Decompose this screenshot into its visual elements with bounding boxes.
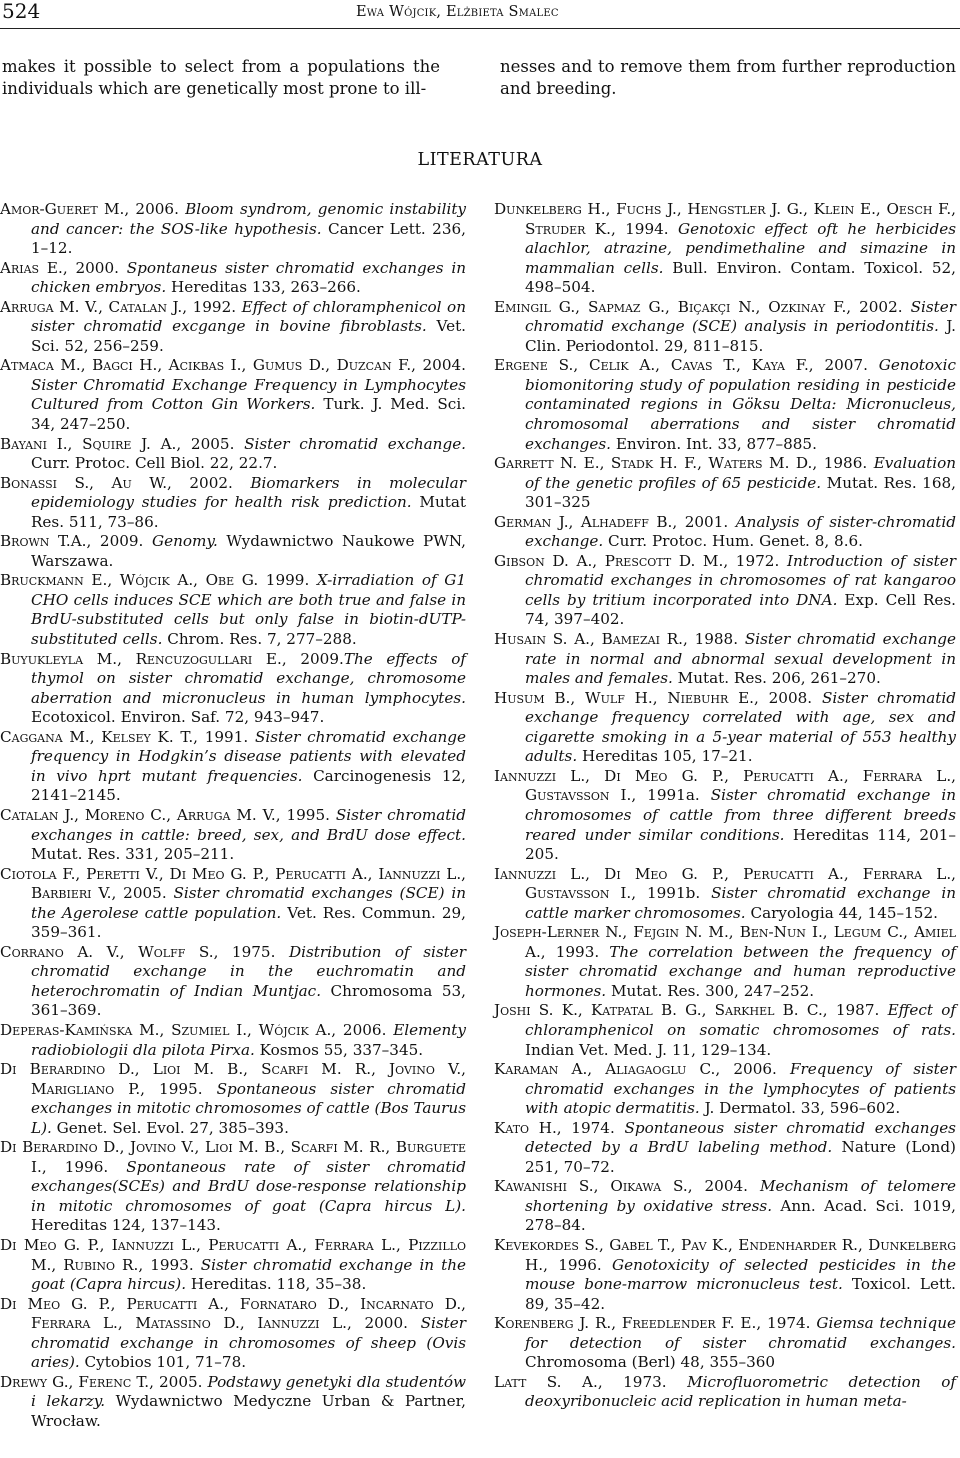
reference-authors: Amor-Gueret M. <box>0 200 125 218</box>
reference-entry <box>494 1373 956 1412</box>
reference-entry <box>0 1295 466 1373</box>
reference-year: , 2006. <box>331 1020 394 1039</box>
reference-entry <box>494 689 956 767</box>
reference-authors: Kevekordes S., Gabel T., Pav K., Endenharder R., Dunkelberg H. <box>494 1235 956 1274</box>
reference-year: 1999. <box>258 571 317 590</box>
reference-authors: Karaman A., Aliagaoglu C. <box>494 1060 716 1079</box>
reference-entry <box>0 650 466 728</box>
reference-source: Hereditas 114, 201–205. <box>525 825 956 864</box>
reference-entry <box>0 806 466 865</box>
reference-year: , 2001. <box>672 512 736 531</box>
reference-source: Curr. Protoc. Hum. Genet. 8, 8.6. <box>603 532 864 551</box>
reference-authors: Brown T.A. <box>0 532 87 551</box>
reference-title: Sister chromatid exchange in chromosomes of sheep (Ovis aries). <box>31 1314 466 1372</box>
reference-authors: Iannuzzi L., Di Meo G. P., Perucatti A., Ferrara L., Gustavsson I. <box>494 864 956 903</box>
reference-source: Curr. Protoc. Cell Biol. 22, 22.7. <box>31 454 278 473</box>
reference-entry <box>494 1060 956 1119</box>
reference-year: , 1991. <box>193 727 255 746</box>
reference-year: , 1995. <box>275 805 336 824</box>
reference-year: , 2005. <box>111 884 174 903</box>
reference-year: , 2002. <box>846 297 911 316</box>
reference-source: J. Clin. Periodontol. 29, 811–815. <box>525 317 956 355</box>
reference-entry <box>0 865 466 943</box>
reference-entry <box>0 728 466 806</box>
reference-title: Sister Chromatid Exchange Frequency in Lymphocytes Cultured from Cotton Gin Workers. <box>31 375 466 414</box>
reference-year: , 1975. <box>213 942 289 961</box>
reference-authors: Di Meo G. P., Perucatti A., Fornataro D., Incarnato D., Ferrara L., Matassino D., Iannuzzi L. <box>0 1294 466 1333</box>
reference-authors: Deperas-Kamińska M., Szumiel I., Wójcik A. <box>0 1020 332 1039</box>
reference-source: Kosmos 55, 337–345. <box>254 1040 424 1059</box>
reference-entry <box>0 474 466 533</box>
reference-authors: Buyukleyla M., Rencuzogullari E. <box>0 649 282 668</box>
reference-authors: Caggana M., Kelsey K. T. <box>0 727 194 746</box>
reference-title: Genotoxic effect oft he herbicides alachlor, atrazine, pendimethaline and simazine in mammalian cells. <box>525 219 956 277</box>
reference-year: , 2005. <box>149 1372 208 1391</box>
reference-entry <box>494 1314 956 1373</box>
reference-source: Wydawnictwo Naukowe PWN, Warszawa. <box>31 532 466 570</box>
reference-year: , 1996. <box>41 1157 127 1176</box>
reference-source: Genet. Sel. Evol. 27, 385–393. <box>51 1118 289 1137</box>
reference-authors: Di Berardino D., Jovino V., Lioi M. B., Scarfi M. R., Burguete I. <box>0 1138 466 1176</box>
reference-source: Hereditas 133, 263–266. <box>166 278 361 297</box>
reference-authors: Kato H. <box>494 1118 557 1137</box>
reference-entry <box>494 356 956 454</box>
reference-source: Turk. J. Med. Sci. 34, 247–250. <box>31 395 467 434</box>
reference-year: , 1993. <box>540 942 610 961</box>
reference-entry <box>494 513 956 552</box>
reference-title: Analysis of sister-chromatid exchange. <box>525 512 956 551</box>
reference-title: Effect of chloramphenicol on sister chromatid excgange in bovine fibroblasts. <box>31 297 466 336</box>
reference-year: , 1988. <box>682 630 745 649</box>
reference-authors: Bayani I., Squire J. A. <box>0 434 177 453</box>
reference-authors: Bruckmann E., Wójcik A., Obe G. <box>0 571 259 590</box>
reference-source: Chromosoma 53, 361–369. <box>31 981 466 1020</box>
reference-entry <box>494 1177 956 1236</box>
reference-source: Cytobios 101, 71–78. <box>79 1353 247 1372</box>
reference-title: Distribution of sister chromatid exchange in the euchromatin and heterochromatin of Indian Muntjac. <box>31 942 466 1000</box>
reference-authors: Di Berardino D., Lioi M. B., Scarfi M. R., Jovino V., Marigliano P. <box>0 1060 466 1098</box>
reference-title: Sister chromatid exchange in chromosomes of cattle from three different breeds reared under similar conditions. <box>525 786 956 844</box>
page-number: 524 <box>2 0 41 23</box>
section-title: LITERATURA <box>417 150 543 170</box>
reference-authors: Korenberg J. R., Freedlender F. E. <box>494 1314 757 1333</box>
reference-source: Ann. Acad. Sci. 1019, 278–84. <box>525 1196 956 1235</box>
reference-entry <box>494 767 956 865</box>
reference-title: Podstawy genetyki dla studentów i lekarzy. <box>31 1372 466 1411</box>
reference-source: Bull. Environ. Contam. Toxicol. 52, 498–504. <box>525 258 956 297</box>
reference-year: , 2006. <box>124 200 186 218</box>
reference-title: Sister chromatid exchange in the goat (Capra hircus). <box>31 1255 466 1294</box>
reference-entry <box>0 1021 466 1060</box>
reference-year: , 2000. <box>62 258 127 277</box>
reference-source: Ecotoxicol. Environ. Saf. 72, 943–947. <box>31 708 325 727</box>
reference-year: , 1991a. <box>631 786 711 805</box>
reference-entry <box>494 630 956 689</box>
reference-entry <box>0 571 466 649</box>
reference-source: J. Dermatol. 33, 596–602. <box>699 1099 901 1118</box>
reference-title: Bloom syndrom, genomic instability and cancer: the SOS-like hypothesis. <box>31 200 466 238</box>
reference-title: Frequency of sister chromatid exchanges in the lymphocytes of patients with atopic dermatitis. <box>525 1060 956 1118</box>
reference-title: Effect of chloramphenicol on somatic chromosomes of rats. <box>525 1001 957 1039</box>
reference-source: Environ. Int. 33, 877–885. <box>611 434 817 453</box>
reference-title: Sister chromatid exchange in cattle marker chromosomes. <box>525 884 956 922</box>
reference-title: Biomarkers in molecular epidemiology studies for health risk prediction. <box>31 473 466 512</box>
reference-authors: Arruga M. V., Catalan J. <box>0 297 183 316</box>
reference-authors: Joseph-Lerner N., Fejgin N. M., Ben-Nun I., Legum C., Amiel A. <box>494 923 956 961</box>
reference-year: , 2005. <box>176 434 245 453</box>
reference-authors: Arias E. <box>0 258 63 277</box>
reference-year: , 1972. <box>723 551 787 570</box>
reference-title: Spontaneous sister chromatid exchanges in mitotic chromosomes of cattle (Bos Taurus L). <box>31 1079 466 1137</box>
reference-entry <box>494 1001 956 1060</box>
reference-title: The effects of thymol on sister chromatid exchange, chromosome aberration and micronucleus in human lymphocytes. <box>31 649 466 707</box>
reference-year: , 1987. <box>822 1001 888 1020</box>
reference-authors: Kawanishi S., Oikawa S. <box>494 1177 688 1196</box>
reference-title: Sister chromatid exchange rate in normal and abnormal sexual development in males and females. <box>525 630 956 688</box>
reference-authors: German J., Alhadeff B. <box>494 512 673 531</box>
reference-entry <box>0 943 466 1021</box>
reference-entry <box>0 1060 466 1138</box>
reference-source: Caryologia 44, 145–152. <box>745 903 938 922</box>
reference-title: Sister chromatid exchange (SCE) analysis in periodontitis. <box>525 297 956 336</box>
reference-entry <box>0 1373 466 1432</box>
reference-title: Sister chromatid exchange frequency in Hodgkin’s disease patients with elevated in vivo hprt mutant frequencies. <box>31 727 467 785</box>
reference-entry <box>0 532 466 571</box>
reference-authors: Ciotola F., Peretti V., Di Meo G. P., Perucatti A., Iannuzzi L., Barbieri V. <box>0 864 466 903</box>
reference-entry <box>0 200 466 259</box>
references-column-left <box>0 200 466 1431</box>
reference-source: Mutat. Res. 206, 261–270. <box>672 669 881 688</box>
reference-year: , 1993. <box>138 1255 201 1274</box>
reference-year: , 2009. <box>281 649 344 668</box>
reference-title: Mechanism of telomere shortening by oxidative stress. <box>525 1177 957 1215</box>
reference-title: Sister chromatid exchange frequency correlated with age, sex and cigarette smoking in a 5-year material of 553 healthy adults. <box>525 688 956 766</box>
reference-authors: Gibson D. A., Prescott D. M. <box>494 551 724 570</box>
reference-year: , 2009. <box>86 532 152 551</box>
intro-text-right: nesses and to remove them from further reproduction and breeding. <box>500 57 956 98</box>
reference-entry <box>0 259 466 298</box>
reference-entry <box>0 356 466 434</box>
reference-entry <box>494 298 956 357</box>
reference-title: Genotoxicity of selected pesticides in the mouse bone-marrow micronucleus test. <box>525 1255 956 1294</box>
reference-authors: Di Meo G. P., Iannuzzi L., Perucatti A., Ferrara L., Pizzillo M., Rubino R. <box>0 1235 466 1274</box>
reference-authors: Husain S. A., Bamezai R. <box>494 630 683 649</box>
reference-year: , 1991b. <box>631 884 712 903</box>
reference-authors: Atmaca M., Bagci H., Acikbas I., Gumus D., Duzcan F. <box>0 356 412 375</box>
reference-authors: Drewy G., Ferenc T. <box>0 1372 150 1391</box>
reference-source: Nature (Lond) 251, 70–72. <box>525 1138 956 1176</box>
reference-year: , 1992. <box>182 297 242 316</box>
reference-year: , 2004. <box>687 1177 760 1196</box>
reference-source: Carcinogenesis 12, 2141–2145. <box>31 766 466 805</box>
reference-authors: Ergene S., Celik A., Cavas T., Kaya F. <box>494 356 809 375</box>
reference-source: Toxicol. Lett. 89, 35–42. <box>525 1275 956 1313</box>
reference-source: Hereditas 105, 17–21. <box>577 747 753 766</box>
reference-year: , 1973. <box>597 1372 688 1391</box>
reference-authors: Latt S. A. <box>494 1372 598 1391</box>
reference-year: , 1994. <box>610 219 678 238</box>
reference-entry <box>494 923 956 1001</box>
reference-entry <box>494 1119 956 1178</box>
reference-year: , 1995. <box>140 1079 217 1098</box>
reference-entry <box>494 865 956 924</box>
reference-title: Elementy radiobiologii dla pilota Pirxa. <box>31 1020 466 1059</box>
reference-source: Vet. Res. Commun. 29, 359–361. <box>31 903 466 942</box>
reference-year: , 2006. <box>715 1060 790 1079</box>
reference-source: Chrom. Res. 7, 277–288. <box>162 630 357 649</box>
reference-entry <box>0 435 466 474</box>
reference-source: Mutat Res. 511, 73–86. <box>31 493 467 531</box>
reference-year: , 1974. <box>556 1118 625 1137</box>
reference-year: , 1974. <box>756 1314 817 1333</box>
reference-source: Exp. Cell Res. 74, 397–402. <box>525 590 956 629</box>
reference-title: Spontaneous sister chromatid exchanges detected by a BrdU labeling method. <box>525 1118 956 1157</box>
reference-authors: Emingil G., Sapmaz G., Biçakçi N., Ozkinay F. <box>494 297 847 316</box>
reference-year: , 2000. <box>346 1314 421 1333</box>
reference-year: , 1986. <box>812 454 874 473</box>
reference-title: Spontaneus sister chromatid exchanges in chicken embryos. <box>31 258 466 297</box>
header-rule <box>0 28 960 29</box>
reference-authors: Iannuzzi L., Di Meo G. P., Perucatti A., Ferrara L., Gustavsson I. <box>494 766 956 805</box>
reference-source: Mutat. Res. 331, 205–211. <box>31 845 235 864</box>
reference-title: Evaluation of the genetic profiles of 65 pesticide. <box>525 454 956 492</box>
reference-authors: Catalan J., Moreno C., Arruga M. V. <box>0 805 276 824</box>
reference-title: Introduction of sister chromatid exchanges in chromosomes of rat kangaroo cells by tritium incorporated into DNA. <box>525 551 957 609</box>
reference-source: Hereditas 124, 137–143. <box>31 1216 221 1235</box>
reference-title: Spontaneous rate of sister chromatid exchanges(SCEs) and BrdU dose-response relationship in mitotic chromosomes of goat (Capra hircus L). <box>31 1157 466 1215</box>
reference-title: Giemsa technique for detection of sister chromatid exchanges. <box>525 1314 956 1352</box>
reference-authors: Corrano A. V., Wolff S. <box>0 942 214 961</box>
reference-source: Vet. Sci. 52, 256–259. <box>31 317 466 355</box>
references-column-right <box>494 200 956 1412</box>
reference-source: Wydawnictwo Medyczne Urban & Partner, Wrocław. <box>31 1392 466 1430</box>
reference-source: Indian Vet. Med. J. 11, 129–134. <box>525 1040 772 1059</box>
reference-source: Mutat. Res. 168, 301–325 <box>525 473 956 512</box>
reference-title: Sister chromatid exchange. <box>244 434 467 453</box>
reference-title: Microfluorometric detection of deoxyribonucleic acid replication in human meta- <box>525 1372 956 1411</box>
reference-authors: Bonassi S., Au W. <box>0 473 168 492</box>
reference-title: X-irradiation of G1 CHO cells induces SCE which are both true and false in BrdU-substituted cells but only false in biotin-dUTP-substituted cells. <box>31 571 466 649</box>
page-header <box>0 0 960 30</box>
reference-year: , 2007. <box>808 356 879 375</box>
reference-entry <box>494 552 956 630</box>
reference-source: Cancer Lett. 236, 1–12. <box>31 219 466 258</box>
reference-year: , 2004. <box>411 356 466 375</box>
reference-title: Genotoxic biomonitoring study of population residing in pesticide contaminated regions in Göksu Delta: Micronucleus, chromosomal aberrations and sister chromatid exchanges. <box>525 356 956 453</box>
reference-authors: Joshi S. K., Katpatal B. G., Sarkhel B. C. <box>494 1001 823 1020</box>
reference-entry <box>494 200 956 298</box>
reference-year: , 1996. <box>543 1255 613 1274</box>
reference-authors: Husum B., Wulf H., Niebuhr E. <box>494 688 754 707</box>
reference-source: Mutat. Res. 300, 247–252. <box>606 981 815 1000</box>
reference-entry <box>0 1236 466 1295</box>
reference-entry <box>494 454 956 513</box>
reference-source: Chromosoma (Berl) 48, 355–360 <box>525 1353 776 1372</box>
reference-entry <box>494 1236 956 1314</box>
reference-source: Hereditas. 118, 35–38. <box>186 1275 367 1294</box>
reference-title: Genomy. <box>151 532 218 551</box>
reference-title: Sister chromatid exchanges (SCE) in the Agerolese cattle population. <box>31 884 467 922</box>
intro-text-left: makes it possible to select from a populations the individuals which are genetically most prone to ill- <box>2 57 440 98</box>
reference-authors: Garrett N. E., Stadk H. F., Waters M. D. <box>494 454 813 473</box>
reference-authors: Dunkelberg H., Fuchs J., Hengstler J. G., Klein E., Oesch F., Struder K. <box>494 200 956 238</box>
reference-title: The correlation between the frequency of sister chromatid exchange and human reproductive hormones. <box>525 942 956 1000</box>
reference-year: , 2002. <box>167 473 251 492</box>
reference-entry <box>0 298 466 357</box>
running-title: Ewa Wójcik, Elżbieta Smalec <box>356 4 559 20</box>
reference-year: , 2008. <box>754 688 822 707</box>
reference-entry <box>0 1138 466 1236</box>
reference-title: Sister chromatid exchanges in cattle: breed, sex, and BrdU dose effect. <box>31 805 466 844</box>
